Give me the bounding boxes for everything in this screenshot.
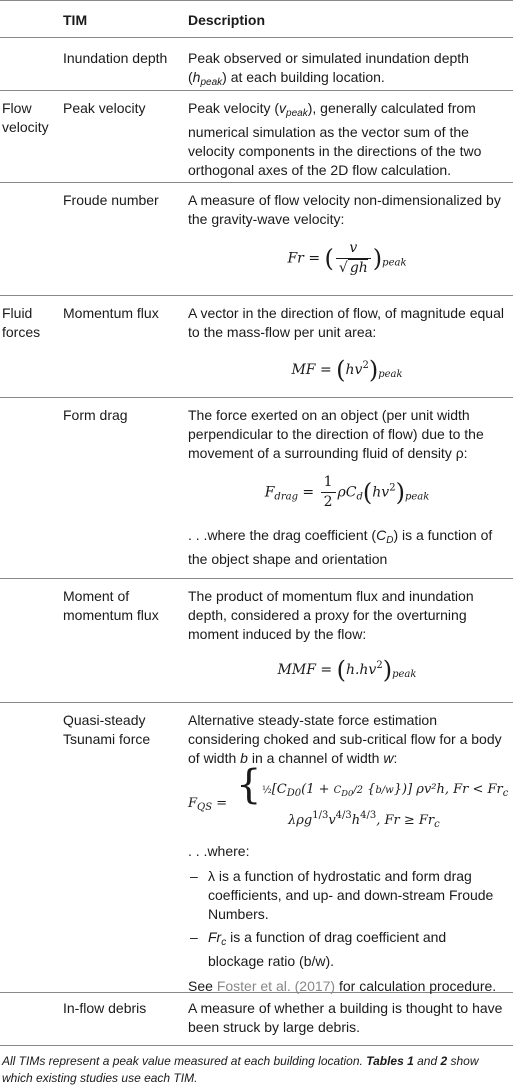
tim-drag: Form drag (63, 407, 128, 423)
tim-mmf: Moment of momentum flux (63, 588, 159, 623)
group-flow-velocity: Flow velocity (2, 100, 49, 135)
table-1-ref[interactable]: Tables 1 (366, 1054, 414, 1068)
table-header (0, 0, 513, 38)
quasi-bullet-frc: – $Fr_c$ is a function of drag coefficient and blockage ratio (b/w). (190, 929, 447, 969)
table-2-ref[interactable]: 2 (440, 1054, 448, 1068)
quasi-where: . . .where: (188, 843, 250, 859)
desc-momentum: A vector in the direction of flow, of magnitude equal to the mass-flow per unit area: MF = $(hv^2)_{peak}$ (188, 304, 506, 384)
desc-velocity: Peak velocity $(v_{peak})$, generally calculated from numerical simulation as the vector sum of the velocity components in the directions of the two orthogonal axes of the 2D flow calculation. (188, 100, 482, 178)
desc-drag: The force exerted on an object (per unit width perpendicular to the direction of flow) due to the movement of a surrounding fluid of density ρ: $F_{drag}$ = $\frac{1}{2}$ $\rho C_d(hv^2)_{peak}$ . . .where the drag coefficient $(C_D)$ is a function of the object shape and orientation (188, 406, 506, 569)
table-row-debris (0, 993, 513, 1046)
tim-velocity: Peak velocity (63, 100, 146, 116)
drag-note: . . .where the drag coefficient $(C_D)$ is a function of the object shape and orientation (188, 527, 493, 567)
header-description: Description (188, 12, 266, 28)
tim-debris: In-flow debris (63, 1000, 147, 1016)
table-row-mmf (0, 579, 513, 703)
quasi-see: See Foster et al. (2017) for calculation procedure. (188, 978, 497, 994)
desc-inundation: Peak observed or simulated inundation depth $(h_{peak})$ at each building location. (188, 50, 469, 88)
quasi-bullet-lambda: – λ is a function of hydrostatic and form drag coefficients, and up- and down-stream Froude Numbers. (190, 868, 494, 922)
equation-drag: $F_{drag}$ = $\frac{1}{2}$ $\rho C_d(hv^2)_{peak}$ (264, 474, 430, 510)
table-row-quasi (0, 703, 513, 993)
table-row-velocity (0, 91, 513, 183)
table-footnote: All TIMs represent a peak value measured at each building location. Tables 1 and 2 show which existing studies use each TIM. (2, 1054, 479, 1085)
desc-debris: A measure of whether a building is thought to have been struck by large debris. (188, 1000, 503, 1035)
tim-quasi: Quasi-steady Tsunami force (63, 712, 151, 747)
table-row-inundation (0, 38, 513, 91)
quasi-intro: Alternative steady-state force estimation considering choked and sub-critical flow for a body of width b in a channel of width w: (188, 712, 502, 766)
header-tim: TIM (63, 12, 88, 28)
group-fluid-forces: Fluid forces (2, 305, 41, 340)
table-row-froude (0, 183, 513, 296)
equation-froude: Fr = ( $\frac{v}{√ gh}$ )$_{peak}$ (287, 240, 407, 276)
desc-mmf: The product of momentum flux and inundation depth, considered a proxy for the overturning moment induced by the flow: MMF = $(h.hv^2)_{peak}$ (188, 587, 506, 684)
table-row-drag (0, 398, 513, 579)
tim-momentum: Momentum flux (63, 305, 159, 321)
equation-quasi: $F_{QS}$ = { $\frac{1}{2}[C_{D0}(1 + C_{D0}/2$ {b/w})] ρv²h, $Fr < Fr_c$ $\lambda\rho g^{1/3}v^{4/3}h^{4/3}$, $Fr \ge Fr_c$ (188, 762, 509, 830)
equation-mmf: MMF = $(h.hv^2)_{peak}$ (277, 656, 417, 684)
equation-momentum: MF = $(hv^2)_{peak}$ (291, 356, 403, 384)
tim-inundation: Inundation depth (63, 50, 168, 66)
tim-froude: Froude number (63, 192, 159, 208)
desc-quasi (188, 711, 509, 996)
table-row-momentum (0, 296, 513, 398)
citation-link[interactable]: Foster et al. (2017) (216, 978, 336, 994)
desc-froude: A measure of flow velocity non-dimensionalized by the gravity-wave velocity: Fr = ( $\frac{v}{√ gh}$ )$_{peak}$ (188, 191, 506, 278)
